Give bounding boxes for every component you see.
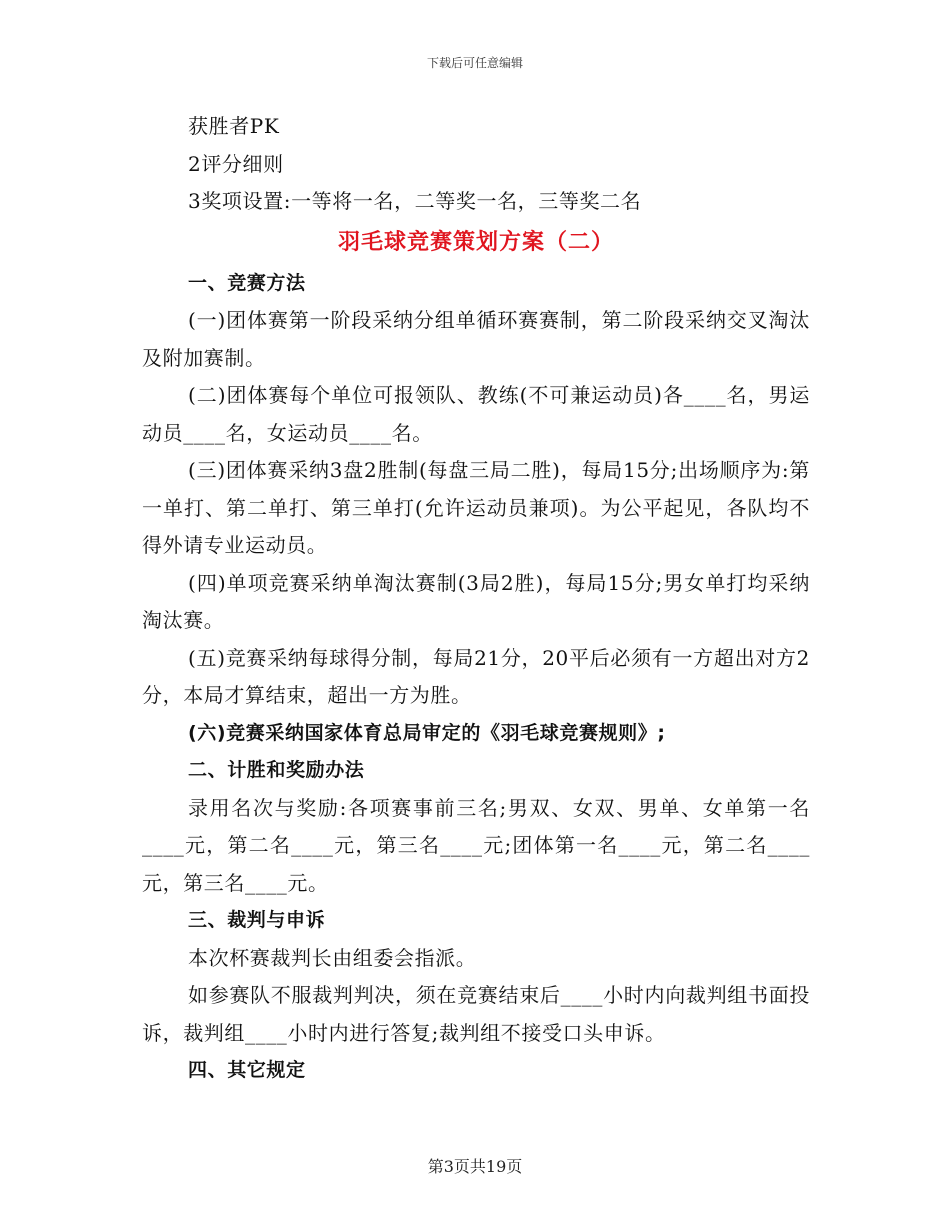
paragraph-bold: (六)竞赛采纳国家体育总局审定的《羽毛球竞赛规则》;: [188, 721, 666, 744]
intro-line-3: 3奖项设置:一等将一名，二等奖一名，三等奖二名: [188, 189, 642, 213]
paragraph: (三)团体赛采纳3盘2胜制(每盘三局二胜)，每局15分;出场顺序为:第一单打、第二单打、第三单打(允许运动员兼项)。为公平起见，各队均不得外请专业运动员。: [142, 458, 810, 557]
section-heading-4: 四、其它规定: [188, 1059, 306, 1081]
paragraph: (五)竞赛采纳每球得分制，每局21分，20平后必须有一方超出对方2分，本局才算结束，超出一方为胜。: [142, 645, 810, 707]
paragraph: 录用名次与奖励:各项赛事前三名;男双、女双、男单、女单第一名____元，第二名____元，第三名____元;团体第一名____元，第二名____元，第三名____元。: [142, 795, 810, 895]
paragraph: (一)团体赛第一阶段采纳分组单循环赛赛制，第二阶段采纳交叉淘汰及附加赛制。: [142, 308, 810, 370]
section-heading-3: 三、裁判与申诉: [188, 909, 326, 931]
paragraph: 如参赛队不服裁判判决，须在竞赛结束后____小时内向裁判组书面投诉，裁判组____小时内进行答复;裁判组不接受口头申诉。: [142, 983, 810, 1045]
document-body: [142, 108, 810, 1090]
paragraph: (四)单项竞赛采纳单淘汰赛制(3局2胜)，每局15分;男女单打均采纳淘汰赛。: [142, 570, 810, 632]
document-title: 羽毛球竞赛策划方案（二）: [337, 229, 614, 255]
section-heading-1: 一、竞赛方法: [188, 271, 306, 294]
paragraph: (二)团体赛每个单位可报领队、教练(不可兼运动员)各____名，男运动员____名，女运动员____名。: [142, 383, 810, 445]
section-heading-2: 二、计胜和奖励办法: [188, 759, 365, 781]
paragraph: 本次杯赛裁判长由组委会指派。: [188, 945, 477, 970]
intro-line-1: 获胜者PK: [188, 114, 280, 138]
page-number-footer: 第3页共19页: [427, 1157, 523, 1176]
intro-line-2: 2评分细则: [188, 151, 284, 176]
header-note: 下载后可任意编辑: [426, 56, 523, 70]
